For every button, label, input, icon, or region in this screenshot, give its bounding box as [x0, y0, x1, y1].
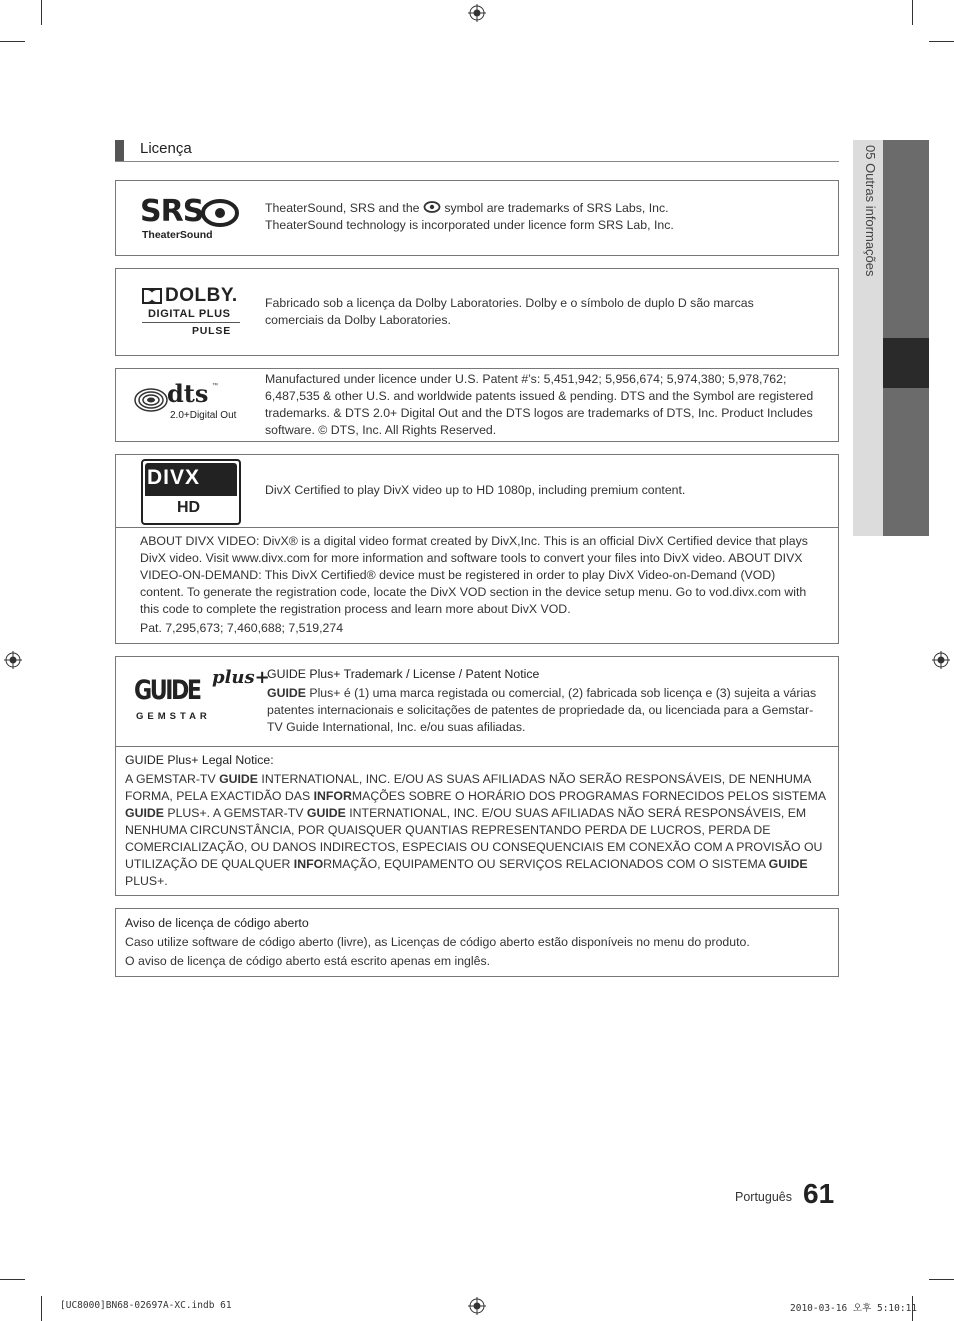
legal-part: MAÇÕES SOBRE O HORÁRIO DOS PROGRAMAS FORNECIDOS PELOS SISTEMA: [351, 789, 826, 803]
divx-about-text: ABOUT DIVX VIDEO: DivX® is a digital video format created by DivX,Inc. This is an official DivX Certified device that plays DivX video. Visit www.divx.com for more information and software tools to convert your files into DivX video. ABOUT DIVX VIDEO-ON-DEMAND: This DivX Certified® device must be registered in order to play DivX Video-on-Demand (VOD) content. To generate the registration code, locate the DivX VOD section in the device setup menu. Go to vod.divx.com with this code to complete the registration process and learn more about DivX VOD.: [140, 534, 808, 616]
dts-license-box: [115, 368, 839, 442]
dts-logo-text: dts: [167, 379, 209, 408]
print-file-info: [UC8000]BN68-02697A-XC.indb 61: [60, 1300, 232, 1311]
srs-logo-text: SRS: [140, 194, 204, 229]
open-source-license-box: [115, 908, 839, 977]
registration-mark-icon: [468, 4, 486, 22]
guide-legal-heading: GUIDE Plus+ Legal Notice:: [125, 753, 274, 767]
crop-mark: [41, 0, 42, 25]
divx-divider: [116, 527, 838, 528]
legal-part: INTERNATIONAL, INC. E/OU SUAS AFILIADAS NÃO SERÁ RESPONSÁVEIS, EM NENHUMA CIRCUNSTÂNCIA, POR QUAISQUER QUANTIAS REPRESENTANDO PERDA DE LUCROS, PERDA DE COMERCIALIZAÇÃO, OU DANOS INDIRECTOS, ESPECIAIS OU CONSEQUENCIAIS EM CONEXÃO COM A PROVISÃO OU UTILIZAÇÃO DE QUALQUER: [125, 806, 823, 871]
guide-plus-license-box: [115, 656, 839, 896]
crop-mark: [929, 1279, 954, 1280]
crop-mark: [0, 1279, 25, 1280]
side-tab-label: 05 Outras informações: [863, 145, 878, 277]
registration-mark-icon: [932, 651, 950, 669]
section-title: Licença: [140, 140, 192, 157]
crop-mark: [912, 0, 913, 25]
srs-logo-subtitle: TheaterSound: [142, 229, 213, 241]
dts-logo: [134, 379, 244, 425]
dolby-license-box: [115, 268, 839, 356]
footer-language: Português: [735, 1190, 792, 1204]
srs-circle-icon: [200, 197, 240, 229]
dolby-double-d-icon: [142, 288, 162, 304]
dolby-logo-text: DOLBY.: [165, 285, 238, 306]
legal-bold: GUIDE: [125, 806, 164, 820]
dolby-text: Fabricado sob a licença da Dolby Laboratories. Dolby e o símbolo de duplo D são marcas comerciais da Dolby Laboratories.: [265, 296, 754, 327]
guide-legal-text: [125, 771, 837, 890]
srs-license-box: [115, 180, 839, 256]
print-timestamp: 2010-03-16 오후 5:10:11: [790, 1303, 918, 1314]
divx-license-box: [115, 454, 839, 644]
dolby-logo-sub2: PULSE: [192, 325, 232, 337]
srs-text-line1a: TheaterSound, SRS and the: [265, 201, 420, 215]
dts-logo-subtitle: 2.0+Digital Out: [170, 410, 237, 421]
open-source-line2: O aviso de licença de código aberto está escrito apenas em inglês.: [125, 954, 491, 968]
srs-text-line2: TheaterSound technology is incorporated under licence form SRS Lab, Inc.: [265, 218, 674, 232]
page-number: 61: [803, 1178, 835, 1209]
guide-logo-plus: plus+: [212, 667, 270, 688]
open-source-line1: Caso utilize software de código aberto (livre), as Licenças de código aberto estão disponíveis no menu do produto.: [125, 935, 750, 949]
divx-logo-hd: HD: [177, 499, 201, 516]
crop-mark: [0, 41, 25, 42]
legal-part: RMAÇÃO, EQUIPAMENTO OU SERVIÇOS RELACIONADOS COM O SISTEMA: [323, 857, 769, 871]
legal-part: PLUS+.: [125, 874, 168, 888]
legal-part: PLUS+. A GEMSTAR-TV: [163, 806, 307, 820]
guide-logo-gemstar: GEMSTAR: [136, 711, 211, 722]
side-tab-active-marker: [883, 338, 929, 388]
srs-text: [265, 200, 825, 234]
legal-bold: GUIDE: [219, 772, 259, 786]
divx-patents-text: Pat. 7,295,673; 7,460,688; 7,519,274: [140, 621, 344, 635]
divx-certified-text: DivX Certified to play DivX video up to HD 1080p, including premium content.: [265, 483, 686, 497]
registration-mark-icon: [468, 1297, 486, 1315]
registration-mark-icon: [4, 651, 22, 669]
srs-text-line1b: symbol are trademarks of SRS Labs, Inc.: [444, 201, 669, 215]
guide-logo-text: GUIDE: [134, 675, 200, 706]
legal-bold: INFOR: [313, 789, 352, 803]
legal-bold: GUIDE: [768, 857, 808, 871]
crop-mark: [929, 41, 954, 42]
crop-mark: [41, 1296, 42, 1321]
guide-divider: [116, 746, 838, 747]
guide-notice-bold: GUIDE: [267, 686, 306, 700]
dolby-logo-rule: [142, 322, 240, 323]
legal-part: A GEMSTAR-TV: [125, 772, 220, 786]
srs-logo: [140, 195, 250, 243]
open-source-heading: Aviso de licença de código aberto: [125, 916, 309, 930]
dts-logo-tm: ™: [212, 383, 218, 389]
guide-plus-logo: [134, 667, 270, 729]
section-divider: [115, 161, 839, 162]
divx-logo-text: DIVX: [147, 466, 201, 489]
guide-notice-text: [267, 685, 827, 736]
dts-disc-icon: [134, 387, 168, 413]
guide-notice-rest: Plus+ é (1) uma marca registada ou comercial, (2) fabricada sob licença e (3) sujeita a várias patentes internacionais e solicitações de patentes de propriedade da, ou licenciada para a Gemstar-TV Guide International, Inc. e/ou suas afiliadas.: [267, 686, 817, 734]
legal-bold: INFO: [293, 857, 324, 871]
divx-logo: [141, 459, 241, 525]
legal-bold: GUIDE: [306, 806, 346, 820]
dolby-logo-sub1: DIGITAL PLUS: [148, 308, 231, 320]
section-marker: [115, 140, 124, 161]
srs-symbol-icon: [423, 201, 441, 213]
legal-part: INTERNATIONAL, INC. E/OU AS SUAS AFILIADAS NÃO SERÃO RESPONSÁVEIS, DE NENHUMA FORMA, PELA EXACTIDÃO DAS: [125, 772, 811, 803]
guide-heading: GUIDE Plus+ Trademark / License / Patent Notice: [267, 667, 540, 681]
dts-text: Manufactured under licence under U.S. Patent #’s: 5,451,942; 5,956,674; 5,974,380; 5,978,762; 6,487,535 & other U.S. and worldwide patents issued & pending. DTS and the Symbol are registered trademarks. & DTS 2.0+ Digital Out and the DTS logos are trademarks of DTS, Inc. Product Includes software. © DTS, Inc. All Rights Reserved.: [265, 372, 814, 437]
dolby-logo: [142, 287, 242, 339]
